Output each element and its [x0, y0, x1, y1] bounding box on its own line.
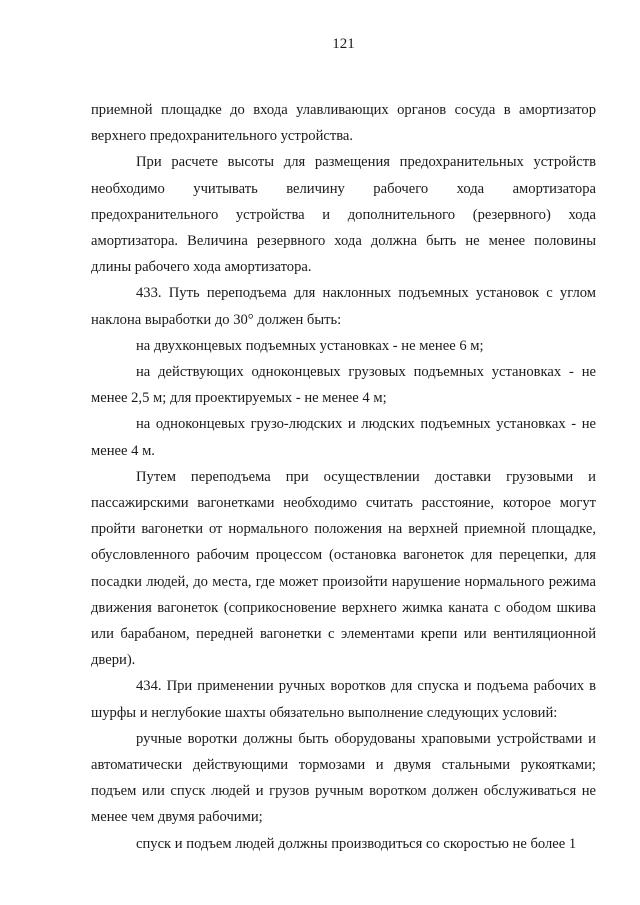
list-item-single-end-cargo-hoists: на действующих одноконцевых грузовых подъемных установках - не менее 2,5 м; для проектируемых - не менее 4 м; — [91, 364, 596, 407]
document-body — [91, 97, 596, 857]
list-item-winch-equipment: ручные воротки должны быть оборудованы храповыми устройствами и автоматически действующими тормозами и двумя стальными рукоятками; подъем или спуск людей и грузов ручным воротком должен обслуживаться не менее чем двумя рабочими; — [91, 730, 596, 826]
paragraph-continuation: приемной площадке до входа улавливающих органов сосуда в амортизатор верхнего предохранительного устройства. — [91, 102, 596, 145]
paragraph-434: 434. При применении ручных воротков для спуска и подъема рабочих в шурфы и неглубокие шахты обязательно выполнение следующих условий: — [91, 678, 596, 721]
paragraph-overwind-path: Путем переподъема при осуществлении доставки грузовыми и пассажирскими вагонетками необходимо считать расстояние, которое могут пройти вагонетки от нормального положения на верхней приемной площадке, обусловленного рабочим процессом (остановка вагонеток для перецепки, для посадки людей, до места, где может произойти нарушение нормального режима движения вагонеток (соприкосновение верхнего жимка каната с ободом шкива или барабаном, передней вагонетки с элементами крепи или вентиляционной двери). — [91, 468, 596, 669]
list-item-two-end-hoists: на двухконцевых подъемных установках - не менее 6 м; — [136, 337, 484, 354]
list-item-lowering-speed: спуск и подъем людей должны производиться со скоростью не более 1 — [136, 835, 577, 852]
paragraph-433: 433. Путь переподъема для наклонных подъемных установок с углом наклона выработки до 30° должен быть: — [91, 285, 596, 328]
page-number: 121 — [332, 36, 355, 52]
list-item-single-end-people-hoists: на одноконцевых грузо-людских и людских подъемных установках - не менее 4 м. — [91, 416, 596, 459]
paragraph-height-calculation: При расчете высоты для размещения предохранительных устройств необходимо учитывать величину рабочего хода амортизатора предохранительного устройства и дополнительного (резервного) хода амортизатора. Величина резервного хода должна быть не менее половины длины рабочего хода амортизатора. — [91, 154, 596, 276]
